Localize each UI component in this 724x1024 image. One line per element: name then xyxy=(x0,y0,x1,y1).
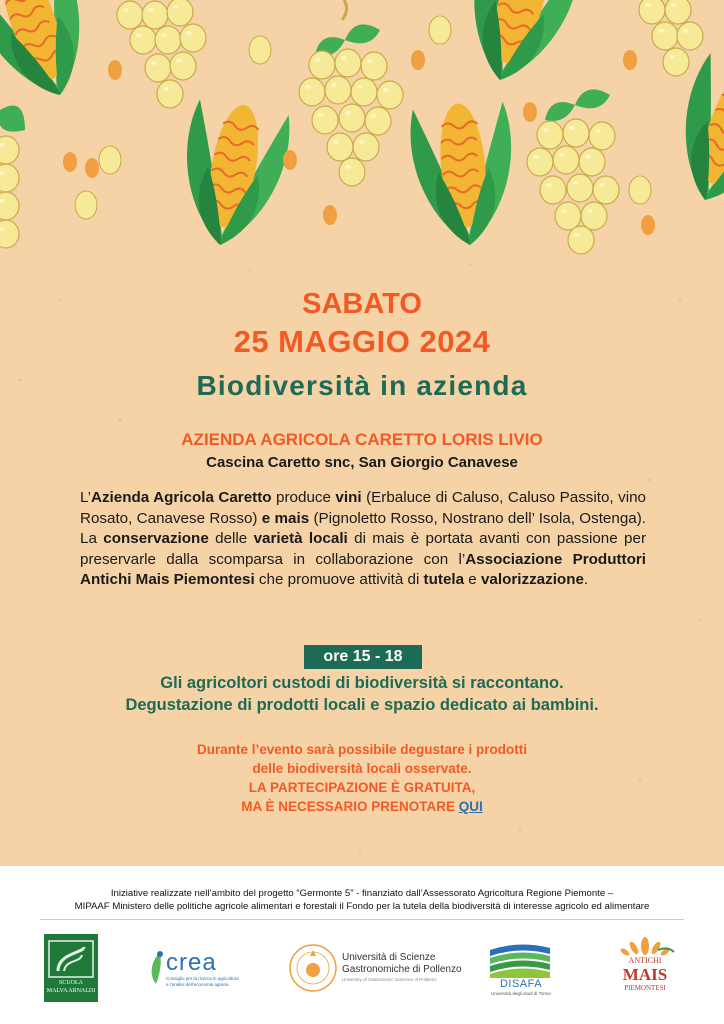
hours-badge: ore 15 - 18 xyxy=(304,645,422,669)
mais-sun-icon xyxy=(610,932,680,956)
notice-line-1: Durante l’evento sarà possibile degustare i prodotti xyxy=(196,742,528,757)
logo-antichi-mais: ANTICHI MAIS PIEMONTESI xyxy=(610,932,680,1002)
footer-divider xyxy=(40,919,684,920)
activity-line-2: Degustazione di prodotti locali e spazio dedicato ai bambini. xyxy=(125,696,599,714)
event-date: 25 MAGGIO 2024 xyxy=(233,324,491,359)
grape-illustration xyxy=(117,0,206,108)
notice-line-2: delle biodiversità locali osservate. xyxy=(252,761,472,776)
farm-name: AZIENDA AGRICOLA CARETTO LORIS LIVIO xyxy=(181,430,543,449)
event-title: Biodiversità in azienda xyxy=(196,370,528,401)
logo-disafa: DISAFA Università degli studi di Torino xyxy=(490,940,552,1000)
booking-notice xyxy=(0,740,724,816)
grape-illustration xyxy=(299,0,403,186)
crea-leaf-icon xyxy=(146,948,166,988)
funding-credits xyxy=(0,888,724,913)
corn-illustration xyxy=(408,99,520,249)
scuola-emblem-icon xyxy=(46,939,96,979)
grape-illustration xyxy=(0,136,19,248)
illustration-header xyxy=(0,0,724,270)
notice-line-3: LA PARTECIPAZIONE È GRATUITA, xyxy=(248,780,476,795)
farm-address: Cascina Caretto snc, San Giorgio Canavese xyxy=(206,454,518,471)
credits-line-1: Iniziative realizzate nell’ambito del progetto “Germonte 5” - finanziato dall’Assessorato Agricoltura Regione Piemonte – xyxy=(110,888,614,899)
farm-description: L’Azienda Agricola Caretto produce vini (Erbaluce di Caluso, Caluso Passito, vino Rosato, Canavese Rosso) e mais (Pignoletto Rosso, Nostrano dell’ Isola, Ostenga). La conservazione delle varietà locali di mais è portata avanti con passione per preservarle dalla scomparsa in collaborazione con l’Associazione Produttori Antichi Mais Piemontesi che promuove attività di tutela e valorizzazione. xyxy=(80,489,647,589)
event-day: SABATO xyxy=(302,288,422,320)
corn-illustration xyxy=(658,49,724,217)
corn-illustration xyxy=(452,0,585,93)
notice-line-4: MA È NECESSARIO PRENOTARE QUI xyxy=(241,799,483,814)
credits-line-2: MIPAAF Ministero delle politiche agricole alimentari e forestali il Fondo per la tutela della biodiversità di interesse agricolo ed alimentare xyxy=(74,900,650,912)
logo-crea: crea Consiglio per la ricerca in agricoltura e l’analisi dell’economia agraria xyxy=(146,948,236,990)
corn-illustration xyxy=(0,0,107,112)
grape-illustration xyxy=(527,89,619,254)
unisg-seal-icon xyxy=(288,940,338,996)
grape-illustration xyxy=(639,0,703,76)
booking-link[interactable]: QUI xyxy=(458,799,483,814)
logo-scuola-malva-arnaldi: SCUOLA MALVA ARNALDI xyxy=(44,934,98,1002)
activity-line-1: Gli agricoltori custodi di biodiversità si raccontano. xyxy=(160,674,564,692)
logo-unisg: Università di Scienze Gastronomiche di Pollenzo University of Gastronomic Sciences of Pollenzo xyxy=(288,940,448,996)
disafa-fields-icon xyxy=(490,940,550,978)
corn-illustration xyxy=(171,96,294,253)
